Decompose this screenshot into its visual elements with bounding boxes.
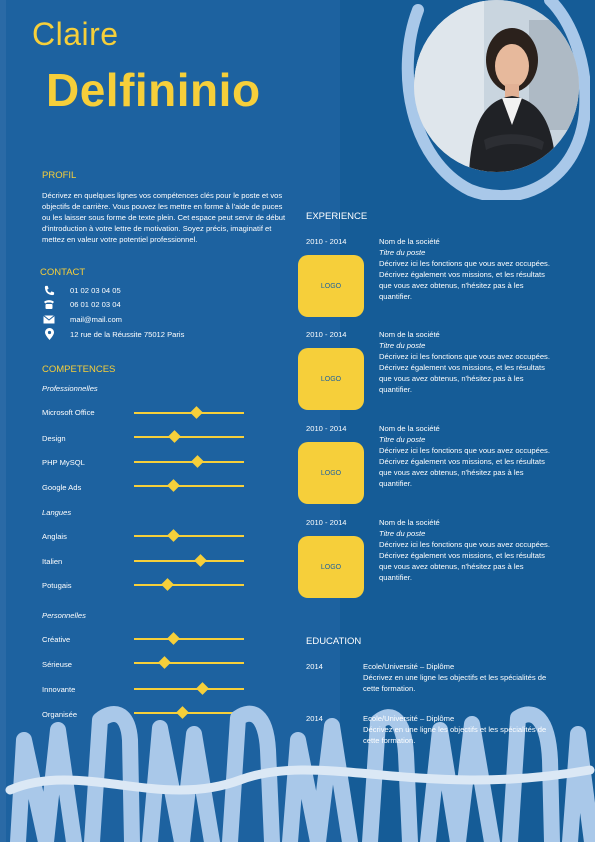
- contact-email-text[interactable]: mail@mail.com: [70, 314, 123, 324]
- education-year: 2014: [306, 714, 323, 723]
- skill-level-marker: [167, 529, 180, 542]
- mail-icon: [42, 312, 56, 326]
- location-pin-icon: [42, 327, 56, 341]
- skills-personal-title: Personnelles: [42, 611, 86, 620]
- experience-dates: 2010 - 2014: [306, 424, 347, 433]
- skill-level-marker: [168, 430, 181, 443]
- logo-label: LOGO: [320, 282, 342, 290]
- skill-track: [134, 584, 244, 586]
- job-title: Titre du poste: [379, 248, 426, 257]
- skill-level-bar: [134, 555, 244, 567]
- company-name: Nom de la société: [379, 237, 440, 246]
- company-logo-placeholder: [298, 348, 364, 410]
- skill-level-marker: [194, 554, 207, 567]
- skill-label: Innovante: [42, 685, 76, 694]
- experience-title: EXPERIENCE: [306, 211, 368, 222]
- skill-label: Google Ads: [42, 483, 82, 492]
- job-title: Titre du poste: [379, 435, 426, 444]
- first-name: Claire: [32, 16, 119, 52]
- desk-phone-icon: [42, 297, 56, 311]
- school-name: Ecole/Université – Diplôme: [363, 662, 455, 671]
- contact-email[interactable]: [42, 312, 122, 326]
- contact-phone-text: 01 02 03 04 05: [70, 285, 121, 295]
- education-title: EDUCATION: [306, 636, 362, 647]
- skill-level-bar: [134, 683, 244, 695]
- skill-label: Organisée: [42, 710, 78, 719]
- skill-track: [134, 535, 244, 537]
- experience-entry: [379, 236, 554, 302]
- profile-title: PROFIL: [42, 170, 77, 181]
- job-description: Décrivez ici les fonctions que vous avez occupées. Décrivez également vos missions, et les résultats que vous avez obtenus, n'hésitez pas à les quantifier.: [379, 352, 550, 394]
- skill-level-bar: [134, 431, 244, 443]
- experience-dates: 2010 - 2014: [306, 237, 347, 246]
- logo-label: LOGO: [320, 469, 342, 477]
- skill-level-marker: [161, 578, 174, 591]
- company-logo-placeholder: [298, 255, 364, 317]
- job-title: Titre du poste: [379, 529, 426, 538]
- skill-track: [134, 560, 244, 562]
- experience-entry: [379, 517, 554, 583]
- contact-address: [42, 327, 184, 341]
- skill-level-bar: [134, 407, 244, 419]
- job-title: Titre du poste: [379, 341, 426, 350]
- last-name: Delfininio: [46, 64, 261, 116]
- skill-level-marker: [167, 479, 180, 492]
- skill-label: Anglais: [42, 532, 67, 541]
- portrait-image: [414, 0, 579, 172]
- education-description: Décrivez en une ligne les objectifs et les spécialités de cette formation.: [363, 725, 547, 745]
- skill-track: [134, 461, 244, 463]
- skill-track: [134, 688, 244, 690]
- skill-track: [134, 662, 244, 664]
- skill-level-bar: [134, 456, 244, 468]
- contact-phone-2-text: 06 01 02 03 04: [70, 299, 121, 309]
- skill-label: PHP MySQL: [42, 458, 85, 467]
- skill-label: Italien: [42, 557, 63, 566]
- skill-label: Microsoft Office: [42, 408, 95, 417]
- education-year: 2014: [306, 662, 323, 671]
- skill-level-marker: [196, 682, 209, 695]
- skill-level-marker: [191, 455, 204, 468]
- skill-level-bar: [134, 633, 244, 645]
- education-entry: [363, 713, 558, 746]
- contact-phone: [42, 283, 121, 297]
- education-description: Décrivez en une ligne les objectifs et les spécialités de cette formation.: [363, 673, 547, 693]
- skill-track: [134, 436, 244, 438]
- skill-level-marker: [158, 656, 171, 669]
- job-description: Décrivez ici les fonctions que vous avez occupées. Décrivez également vos missions, et les résultats que vous avez obtenus, n'hésitez pas à les quantifier.: [379, 446, 550, 488]
- skills-professional-title: Professionnelles: [42, 384, 98, 393]
- contact-address-text: 12 rue de la Réussite 75012 Paris: [70, 329, 185, 339]
- phone-icon: [42, 283, 56, 297]
- skill-level-marker: [190, 406, 203, 419]
- skill-track: [134, 485, 244, 487]
- skill-level-bar: [134, 657, 244, 669]
- company-name: Nom de la société: [379, 330, 440, 339]
- logo-label: LOGO: [320, 375, 342, 383]
- experience-entry: [379, 329, 554, 395]
- skill-level-bar: [134, 530, 244, 542]
- skill-label: Potugais: [42, 581, 72, 590]
- skills-languages-title: Langues: [42, 508, 72, 517]
- experience-dates: 2010 - 2014: [306, 330, 347, 339]
- skill-level-marker: [167, 632, 180, 645]
- skill-label: Design: [42, 434, 66, 443]
- profile-text: Décrivez en quelques lignes vos compétences clés pour le poste et vos objectifs de carrière. Vous pouvez les mettre en forme à l'aide de puces ou les laisser sous forme de texte plein. Cet espace peut servir de début d'introduction à votre lettre de motivation. Soyez précis, imaginatif et mettez en valeur votre potentiel professionnel.: [42, 191, 286, 244]
- school-name: Ecole/Université – Diplôme: [363, 714, 455, 723]
- contact-title: CONTACT: [40, 267, 86, 278]
- job-description: Décrivez ici les fonctions que vous avez occupées. Décrivez également vos missions, et les résultats que vous avez obtenus, n'hésitez pas à les quantifier.: [379, 259, 550, 301]
- experience-entry: [379, 423, 554, 489]
- skills-title: COMPETENCES: [42, 364, 116, 375]
- skill-level-bar: [134, 480, 244, 492]
- logo-label: LOGO: [320, 563, 342, 571]
- skill-label: Sérieuse: [42, 660, 72, 669]
- company-name: Nom de la société: [379, 424, 440, 433]
- company-name: Nom de la société: [379, 518, 440, 527]
- profile-photo: [414, 0, 579, 172]
- job-description: Décrivez ici les fonctions que vous avez occupées. Décrivez également vos missions, et les résultats que vous avez obtenus, n'hésitez pas à les quantifier.: [379, 540, 550, 582]
- skill-label: Créative: [42, 635, 71, 644]
- skill-level-bar: [134, 579, 244, 591]
- skill-track: [134, 638, 244, 640]
- education-entry: [363, 661, 558, 694]
- experience-dates: 2010 - 2014: [306, 518, 347, 527]
- company-logo-placeholder: [298, 442, 364, 504]
- company-logo-placeholder: [298, 536, 364, 598]
- contact-phone-2: [42, 297, 121, 311]
